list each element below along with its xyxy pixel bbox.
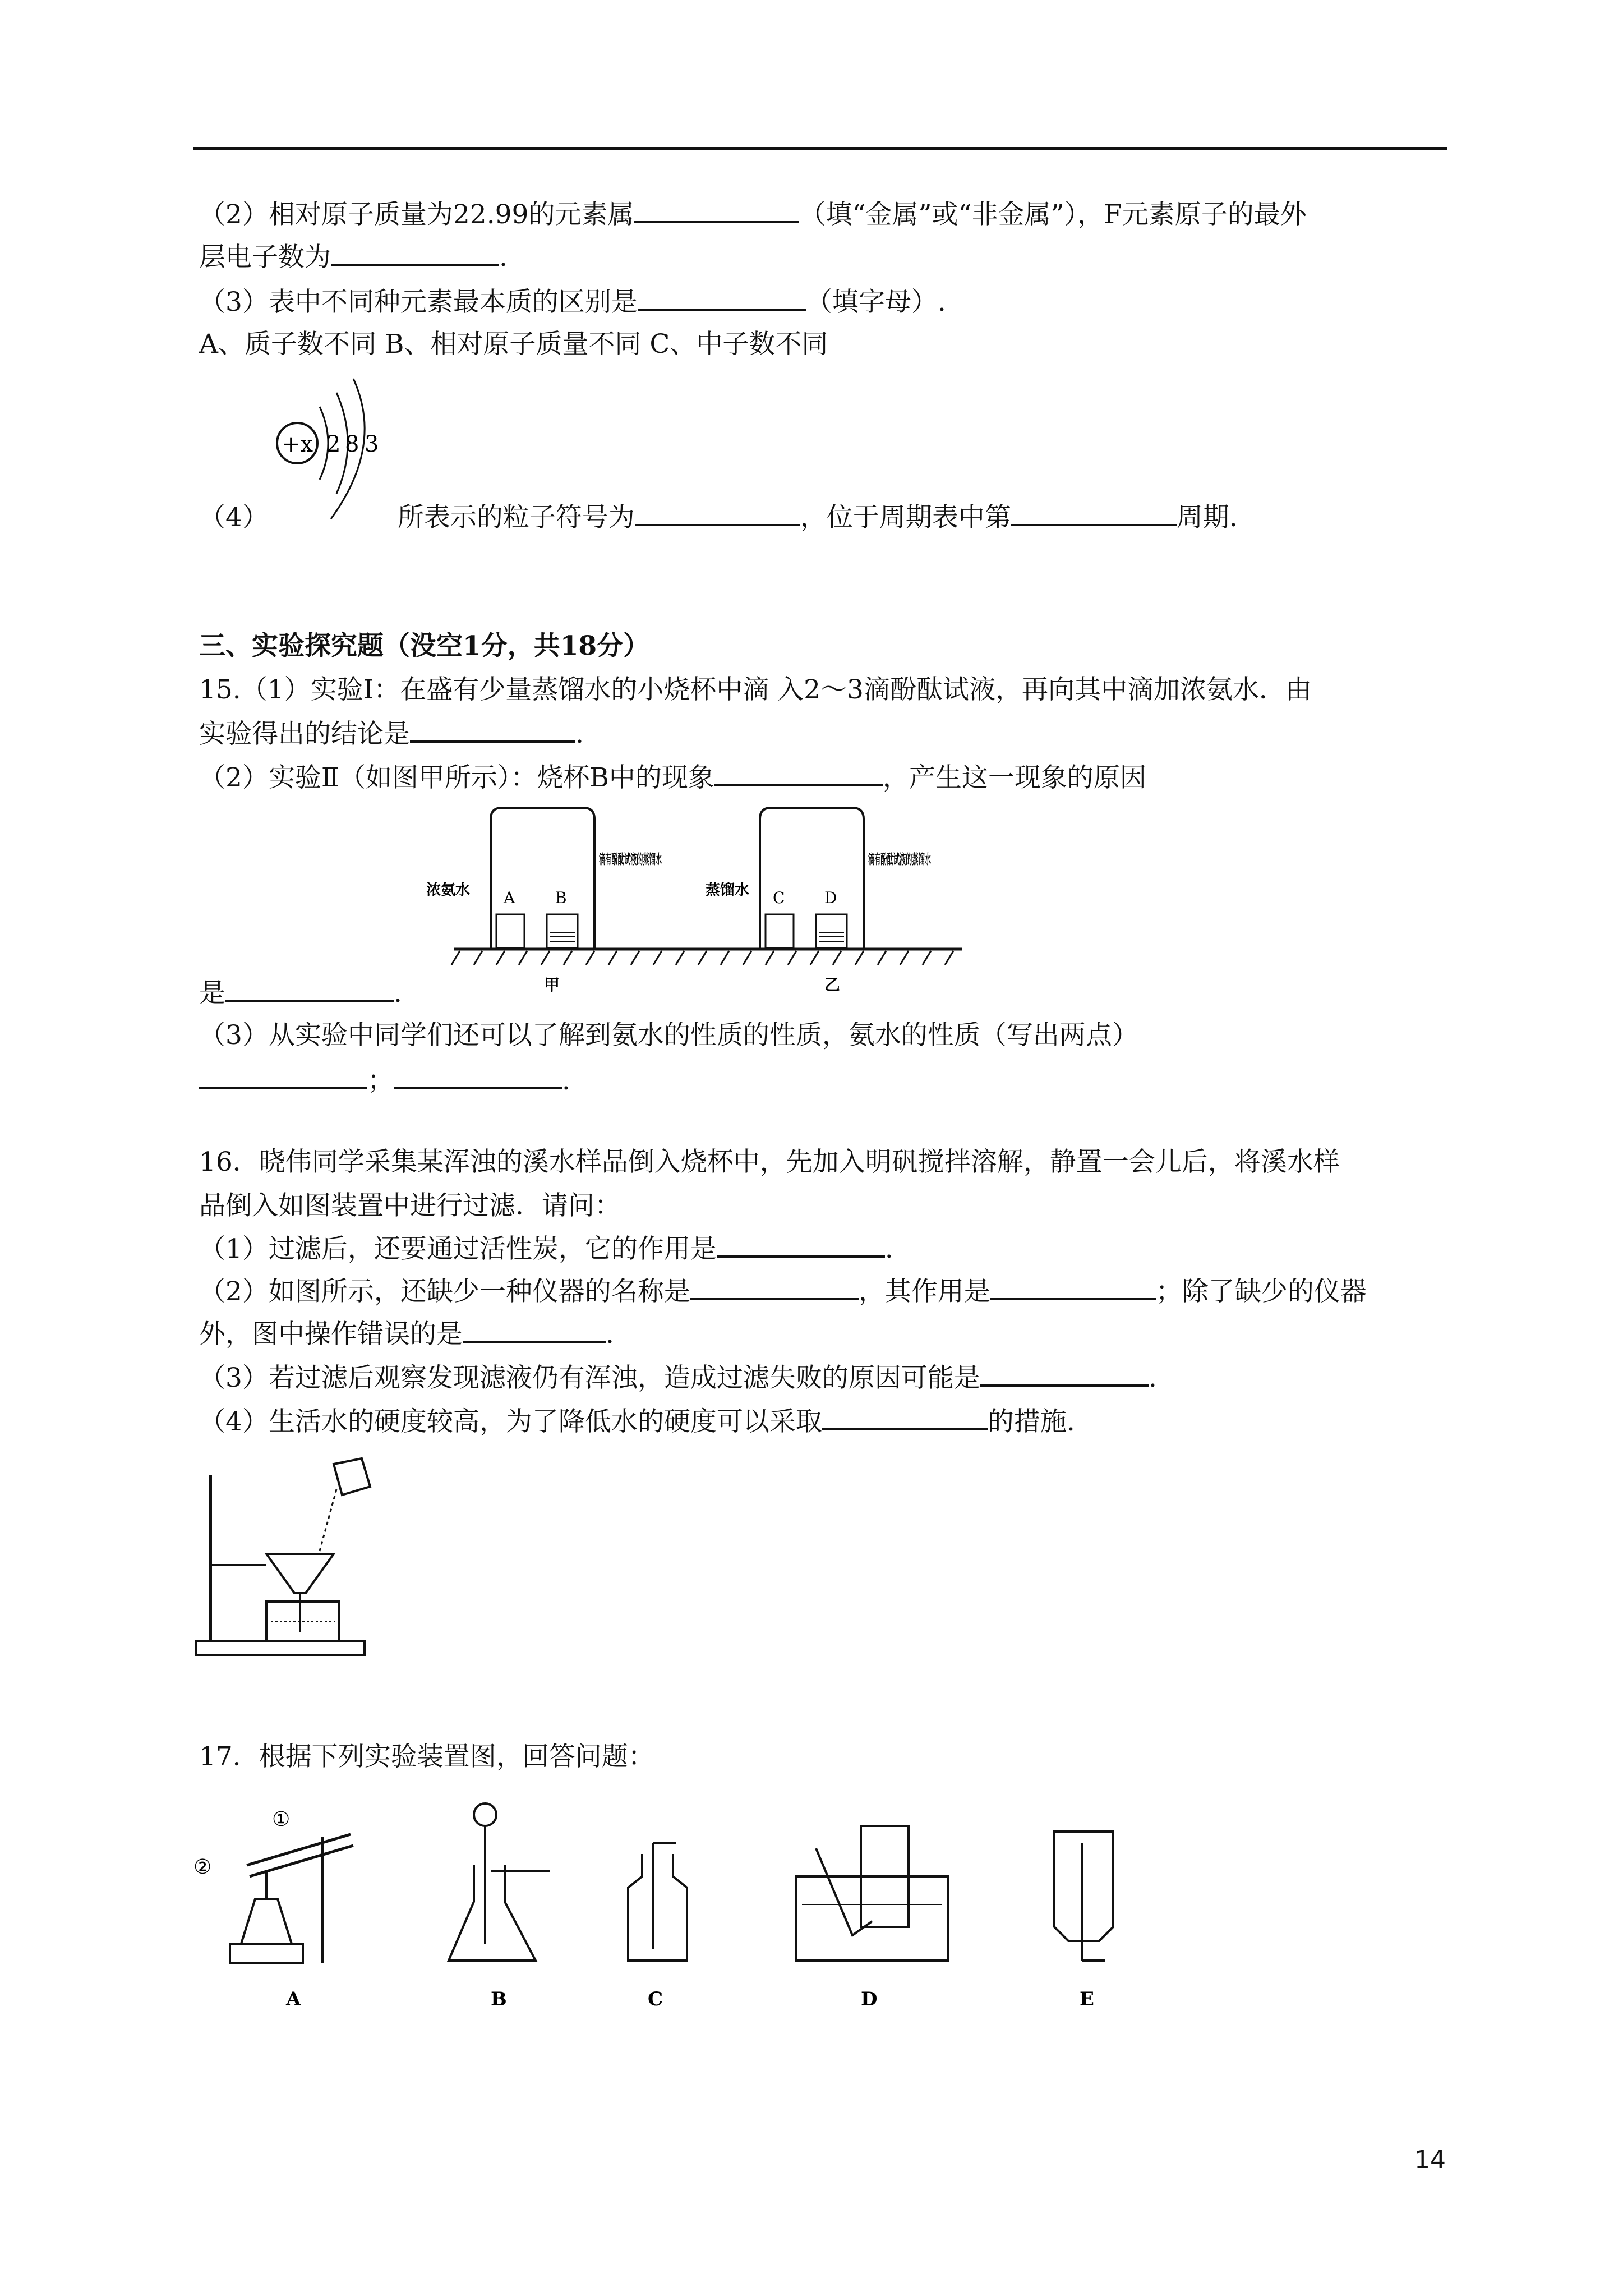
q15-line2: 实验得出的结论是 . [199, 716, 584, 752]
ammonia-experiment-figure [426, 802, 970, 1001]
label-b: B [491, 1988, 507, 2010]
stand-base [196, 1641, 365, 1655]
page-number: 14 [1414, 2146, 1446, 2174]
bell-jar-jia [491, 808, 594, 949]
apparatus-b-flask [449, 1865, 536, 1961]
q15-line1: 15.（1）实验Ⅰ：在盛有少量蒸馏水的小烧杯中滴 入2～3滴酚酞试液，再向其中滴加浓氨水．由 [199, 674, 1312, 705]
beaker-d-label: D [824, 889, 837, 907]
beaker-b [547, 914, 578, 948]
answer-blank[interactable] [980, 1360, 1149, 1387]
q14-part2-line1: （2）相对原子质量为22.99的元素属 （填“金属”或“非金属”），F元素原子的最外 [199, 196, 1307, 233]
label-distilled-water: 蒸馏水 [706, 882, 750, 899]
q16-line5: 外，图中操作错误的是 . [199, 1316, 614, 1352]
apparatus-c-bottle [628, 1854, 687, 1961]
label-phenolphthalein-water-yi: 滴有酚酞试液的蒸馏水 [868, 851, 931, 867]
q14-options: A、质子数不同 B、相对原子质量不同 C、中子数不同 [199, 329, 828, 360]
q16-line1: 16．晓伟同学采集某浑浊的溪水样品倒入烧杯中，先加入明矾搅拌溶解，静置一会儿后，将溪水样 [199, 1147, 1340, 1177]
apparatus-a-base [230, 1944, 303, 1963]
q14-part2-line2: 层电子数为 . [199, 239, 508, 275]
q14-part3: （3）表中不同种元素最本质的区别是 （填字母）. [199, 284, 946, 320]
pouring-beaker [334, 1458, 370, 1495]
answer-blank[interactable] [714, 760, 883, 786]
beaker-c-label: C [773, 889, 785, 907]
header-rule [193, 147, 1447, 150]
label-concentrated-ammonia: 浓氨水 [426, 882, 471, 899]
q16-line7: （4）生活水的硬度较高，为了降低水的硬度可以采取 的措施. [199, 1404, 1075, 1440]
apparatus-d-trough [796, 1876, 948, 1961]
answer-blank[interactable] [635, 499, 800, 526]
q14-part4: （4） 所表示的粒子符号为 ，位于周期表中第 周期. [199, 499, 1238, 536]
answer-blank[interactable] [638, 284, 806, 311]
q16-line6: （3）若过滤后观察发现滤液仍有浑浊，造成过滤失败的原因可能是 . [199, 1360, 1157, 1396]
answer-blank[interactable] [822, 1404, 988, 1430]
q16-line3: （1）过滤后，还要通过活性炭，它的作用是 . [199, 1231, 893, 1267]
bell-jar-yi [760, 808, 864, 949]
label-a: A [286, 1988, 301, 2010]
shell-2-electrons: 8 [345, 431, 359, 457]
filtration-apparatus-figure [193, 1453, 379, 1666]
answer-blank[interactable] [463, 1316, 606, 1343]
apparatus-b-funnel-bulb [474, 1803, 496, 1826]
apparatus-e-bottle [1054, 1832, 1113, 1941]
answer-blank[interactable] [717, 1231, 885, 1258]
nucleus-label: +x [281, 431, 313, 457]
label-c: C [648, 1988, 663, 2010]
answer-blank[interactable] [199, 1062, 367, 1089]
caption-jia: 甲 [544, 976, 560, 994]
q16-line2: 品倒入如图装置中进行过滤．请问： [199, 1190, 621, 1221]
answer-blank[interactable] [1011, 499, 1177, 526]
liquid-stream [320, 1489, 336, 1551]
shell-3-electrons: 3 [365, 431, 379, 457]
answer-blank[interactable] [225, 975, 394, 1002]
marker-1: ① [272, 1808, 291, 1831]
beaker-c [766, 914, 794, 948]
ground-hatching [451, 951, 953, 965]
answer-blank[interactable] [990, 1273, 1156, 1300]
label-phenolphthalein-water-jia: 滴有酚酞试液的蒸馏水 [599, 851, 662, 867]
apparatus-a-lamp [241, 1899, 292, 1944]
q15-line4: 是 . [199, 975, 402, 1011]
answer-blank[interactable] [634, 196, 799, 223]
beaker-b-label: B [555, 889, 567, 907]
apparatus-d-delivery-tube [816, 1848, 872, 1935]
section-title: 三、实验探究题（没空1分，共18分） [199, 631, 650, 661]
label-d: D [861, 1988, 878, 2010]
q16-line4: （2）如图所示，还缺少一种仪器的名称是 ，其作用是 ；除了缺少的仪器 [199, 1273, 1367, 1310]
answer-blank[interactable] [394, 1062, 562, 1089]
lab-apparatus-figure [193, 1792, 1158, 2017]
q15-line6: ； . [199, 1062, 570, 1099]
answer-blank[interactable] [690, 1273, 859, 1300]
shell-1-electrons: 2 [326, 431, 341, 457]
beaker-a [496, 914, 524, 948]
funnel [266, 1554, 334, 1593]
marker-2: ② [193, 1856, 212, 1879]
beaker-a-label: A [504, 889, 515, 907]
answer-blank[interactable] [410, 716, 575, 743]
beaker-d [816, 914, 847, 948]
q15-line3: （2）实验Ⅱ（如图甲所示）：烧杯B中的现象 ，产生这一现象的原因 [199, 760, 1146, 796]
q17-line1: 17．根据下列实验装置图，回答问题： [199, 1741, 654, 1772]
q15-line5: （3）从实验中同学们还可以了解到氨水的性质的性质，氨水的性质（写出两点） [199, 1020, 1138, 1051]
caption-yi: 乙 [824, 976, 841, 994]
answer-blank[interactable] [331, 239, 499, 266]
label-e: E [1080, 1988, 1094, 2010]
